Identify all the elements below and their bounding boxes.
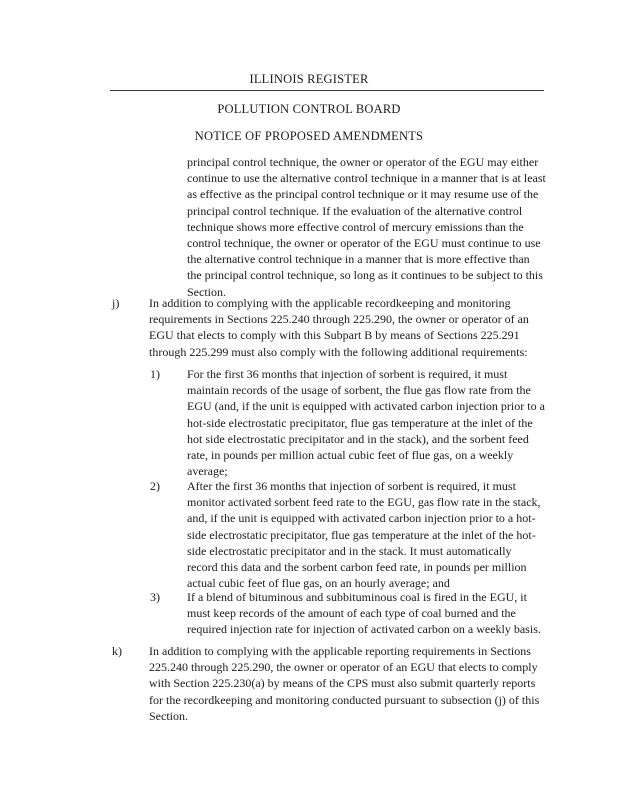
text-line: required injection rate for injection of activated carbon on a weekly basis. <box>187 622 541 637</box>
item-1-paragraph <box>187 366 545 479</box>
text-line: For the first 36 months that injection of sorbent is required, it must <box>187 367 508 381</box>
text-line: In addition to complying with the applicable reporting requirements in Sections <box>149 644 531 658</box>
section-j-label: j) <box>112 296 120 310</box>
item-3-paragraph <box>187 589 541 638</box>
text-line: through 225.299 must also comply with the following additional requirements: <box>149 344 528 359</box>
item-2-label: 2) <box>150 479 160 493</box>
text-line: If a blend of bituminous and subbituminous coal is fired in the EGU, it <box>187 590 527 604</box>
text-line: with Section 225.230(a) by means of the CPS must also submit quarterly reports <box>149 676 536 691</box>
text-line: technique shows more effective control of mercury emissions than the <box>187 219 524 234</box>
register-title: ILLINOIS REGISTER <box>249 72 369 86</box>
item-2-paragraph <box>187 478 541 591</box>
text-line: control technique, the owner or operator of the EGU must continue to use <box>187 236 541 251</box>
text-line: average; <box>187 464 228 479</box>
item-3-label: 3) <box>150 590 160 604</box>
board-title: POLLUTION CONTROL BOARD <box>217 102 401 116</box>
continuation-paragraph <box>187 154 546 300</box>
section-k-paragraph <box>149 643 539 724</box>
section-j-paragraph <box>149 295 529 360</box>
text-line: the principal control technique, so long as it continues to be subject to this <box>187 268 543 283</box>
section-k-label: k) <box>112 644 122 658</box>
text-line: record this data and the sorbent carbon feed rate, in pounds per million <box>187 560 527 575</box>
text-line: maintain records of the usage of sorbent, the flue gas flow rate from the <box>187 383 531 398</box>
text-line: EGU that elects to comply with this Subpart B by means of Sections 225.291 <box>149 328 520 343</box>
item-1-label: 1) <box>150 367 160 381</box>
text-line: 225.240 through 225.290, the owner or operator of an EGU that elects to comply <box>149 660 538 675</box>
text-line: must keep records of the amount of each type of coal burned and the <box>187 606 516 621</box>
text-line: side electrostatic precipitator, flue gas temperature at the inlet of the hot- <box>187 527 536 542</box>
text-line: rate, in pounds per million actual cubic feet of flue gas, on a weekly <box>187 448 514 463</box>
text-line: side electrostatic precipitator and in the stack. It must automatically <box>187 543 512 558</box>
text-line: hot-side electrostatic precipitator, flue gas temperature at the inlet of the <box>187 415 533 430</box>
text-line: principal control technique. If the evaluation of the alternative control <box>187 203 523 218</box>
text-line: hot side electrostatic precipitator and in the stack), and the sorbent feed <box>187 431 529 446</box>
text-line: Section. <box>149 708 188 723</box>
text-line: and, if the unit is equipped with activated carbon injection prior to a hot- <box>187 511 536 526</box>
text-line: the alternative control technique in a manner that is more effective than <box>187 252 530 267</box>
text-line: for the recordkeeping and monitoring conducted pursuant to subsection (j) of this <box>149 692 540 707</box>
text-line: In addition to complying with the applicable recordkeeping and monitoring <box>149 296 511 310</box>
header-rule <box>110 90 544 91</box>
text-line: as effective as the principal control technique or it may resume use of the <box>187 187 539 202</box>
text-line: monitor activated sorbent feed rate to the EGU, gas flow rate in the stack, <box>187 495 541 510</box>
text-line: requirements in Sections 225.240 through 225.290, the owner or operator of an <box>149 312 529 327</box>
text-line: actual cubic feet of flue gas, on an hourly average; and <box>187 576 450 591</box>
text-line: principal control technique, the owner or operator of the EGU may either <box>187 155 539 169</box>
notice-title: NOTICE OF PROPOSED AMENDMENTS <box>194 129 424 143</box>
text-line: After the first 36 months that injection of sorbent is required, it must <box>187 479 516 493</box>
text-line: EGU (and, if the unit is equipped with activated carbon injection prior to a <box>187 399 545 414</box>
text-line: continue to use the alternative control technique in a manner that is at least <box>187 171 546 186</box>
text-line: Section. <box>187 284 226 299</box>
